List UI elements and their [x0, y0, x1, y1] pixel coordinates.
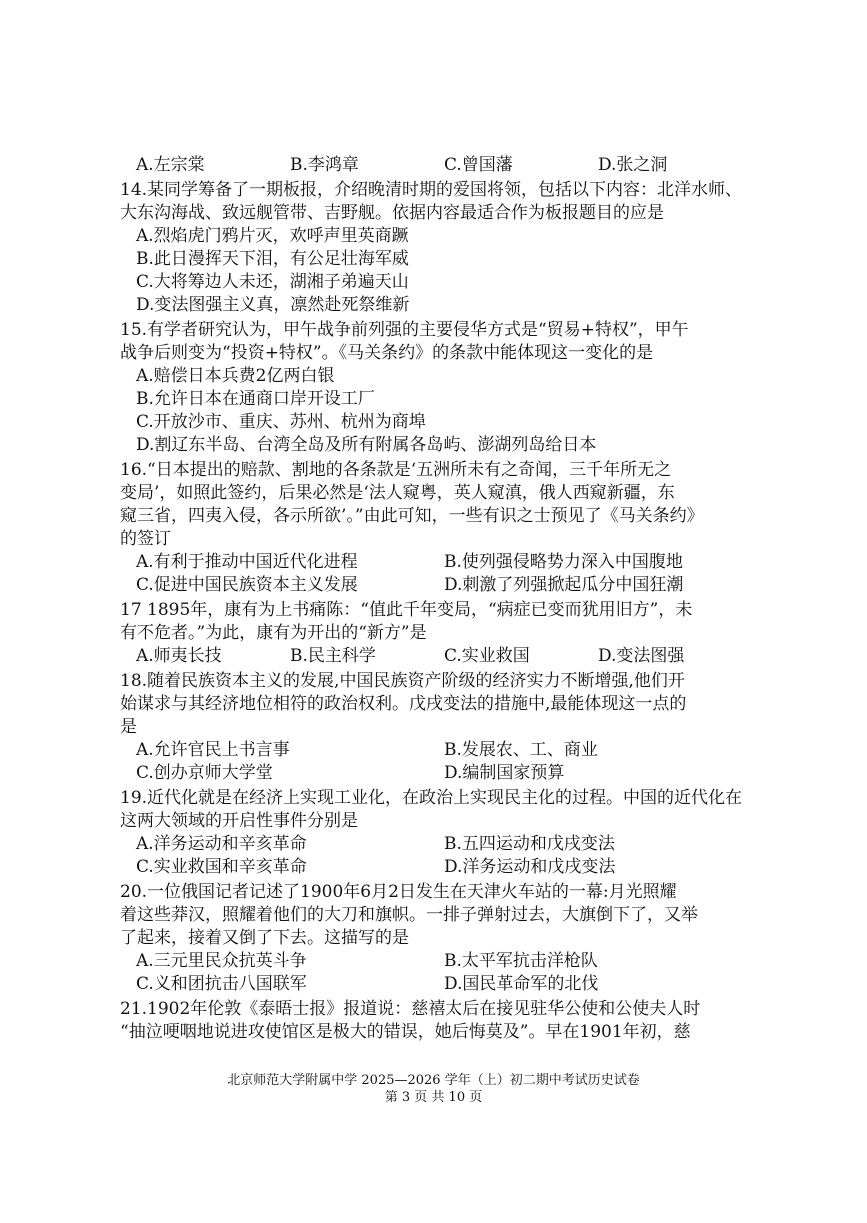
question-stem: 着这些莽汉，照耀着他们的大刀和旗帜。一排子弹射过去，大旗倒下了，又举	[120, 905, 698, 925]
question-content	[120, 154, 752, 1044]
option-a: A.三元里民众抗英斗争	[136, 951, 307, 971]
question-18	[120, 670, 752, 785]
question-19	[120, 787, 752, 879]
option-d: D.洋务运动和戊戌变法	[444, 857, 616, 877]
question-stem: 21.1902年伦敦《泰晤士报》报道说：慈禧太后在接见驻华公使和公使夫人时	[120, 999, 701, 1019]
option-a: A.允许官民上书言事	[136, 740, 290, 760]
options-row	[120, 739, 752, 762]
option-c: C.实业救国和辛亥革命	[136, 857, 307, 877]
question-stem: 变局’，如照此签约，后果必然是‘法人窥粤，英人窥滇，俄人西窥新疆，东	[120, 483, 675, 503]
option-c: C.曾国藩	[444, 155, 513, 175]
question-stem: 16.“日本提出的赔款、割地的各条款是‘五洲所未有之奇闻，三千年所无之	[120, 460, 672, 480]
option-b: B.使列强侵略势力深入中国腹地	[444, 552, 683, 572]
option-b: B.民主科学	[290, 646, 376, 666]
question-21	[120, 998, 752, 1044]
options-row	[120, 973, 752, 996]
question-stem: 15.有学者研究认为，甲午战争前列强的主要侵华方式是“贸易+特权”，甲午	[120, 320, 689, 340]
option-a: A.洋务运动和辛亥革命	[136, 834, 307, 854]
option-b: B.太平军抗击洋枪队	[444, 951, 598, 971]
option-c: C.实业救国	[444, 646, 530, 666]
options-row	[120, 833, 752, 856]
question-16	[120, 459, 752, 597]
option-a: A.左宗棠	[136, 155, 205, 175]
q13-options	[120, 154, 752, 177]
option-a: A.赔偿日本兵费2亿两白银	[136, 366, 335, 386]
option-d: D.变法图强主义真，凛然赴死祭维新	[136, 295, 410, 315]
option-d: D.刺激了列强掀起瓜分中国狂潮	[444, 575, 684, 595]
question-14	[120, 179, 752, 317]
question-stem: 这两大领域的开启性事件分别是	[120, 811, 358, 831]
option-c: C.创办京师大学堂	[136, 763, 273, 783]
option-b: B.允许日本在通商口岸开设工厂	[136, 389, 375, 409]
option-d: D.割辽东半岛、台湾全岛及所有附属各岛屿、澎湖列岛给日本	[136, 435, 597, 455]
question-stem: 20.一位俄国记者记述了1900年6月2日发生在天津火车站的一幕:月光照耀	[120, 882, 677, 902]
options-row	[120, 551, 752, 574]
option-d: D.变法图强	[598, 646, 685, 666]
question-stem: 14.某同学筹备了一期板报，介绍晚清时期的爱国将领，包括以下内容：北洋水师、	[120, 180, 743, 200]
option-d: D.编制国家预算	[444, 763, 565, 783]
question-stem: 19.近代化就是在经济上实现工业化，在政治上实现民主化的过程。中国的近代化在	[120, 788, 743, 808]
question-stem: 的签订	[120, 529, 171, 549]
options-row	[120, 762, 752, 785]
option-c: C.开放沙市、重庆、苏州、杭州为商埠	[136, 412, 426, 432]
question-stem: 有不危者。”为此，康有为开出的“新方”是	[120, 623, 427, 643]
option-b: B.发展农、工、商业	[444, 740, 598, 760]
option-a: A.烈焰虎门鸦片灭，欢呼声里英商蹶	[136, 226, 409, 246]
question-stem: 始谋求与其经济地位相符的政治权利。戊戌变法的措施中,最能体现这一点的	[120, 694, 687, 714]
question-stem: “抽泣哽咽地说进攻使馆区是极大的错误，她后悔莫及”。早在1901年初，慈	[120, 1022, 691, 1042]
question-15	[120, 319, 752, 457]
question-stem: 18.随着民族资本主义的发展,中国民族资产阶级的经济实力不断增强,他们开	[120, 671, 685, 691]
option-c: C.大将筹边人未还，湖湘子弟遍天山	[136, 272, 409, 292]
options-row	[120, 645, 752, 668]
options-row	[120, 950, 752, 973]
question-stem: 战争后则变为“投资+特权”。《马关条约》的条款中能体现这一变化的是	[120, 343, 654, 363]
question-20	[120, 881, 752, 996]
question-stem: 是	[120, 717, 137, 737]
question-stem: 大东沟海战、致远舰管带、吉野舰。依据内容最适合作为板报题目的应是	[120, 203, 664, 223]
question-17	[120, 599, 752, 668]
option-a: A.师夷长技	[136, 646, 222, 666]
question-stem: 了起来，接着又倒了下去。这描写的是	[120, 928, 409, 948]
option-d: D.张之洞	[598, 155, 668, 175]
question-stem: 17 1895年，康有为上书痛陈：“值此千年变局，“病症已变而犹用旧方”，未	[120, 600, 693, 620]
footer-exam-title: 北京师范大学附属中学 2025—2026 学年（上）初二期中考试历史试卷	[227, 1073, 640, 1088]
option-a: A.有利于推动中国近代化进程	[136, 552, 358, 572]
option-c: C.促进中国民族资本主义发展	[136, 575, 358, 595]
option-b: B.五四运动和戊戌变法	[444, 834, 615, 854]
options-row	[120, 856, 752, 879]
option-b: B.李鸿章	[290, 155, 359, 175]
option-c: C.义和团抗击八国联军	[136, 974, 307, 994]
options-row	[120, 574, 752, 597]
option-d: D.国民革命军的北伐	[444, 974, 599, 994]
question-stem: 窥三省，四夷入侵，各示所欲’。”由此可知，一些有识之士预见了《马关条约》	[120, 506, 704, 526]
option-b: B.此日漫挥天下泪，有公足壮海军威	[136, 249, 409, 269]
footer-page-number: 第 3 页 共 10 页	[384, 1090, 483, 1105]
